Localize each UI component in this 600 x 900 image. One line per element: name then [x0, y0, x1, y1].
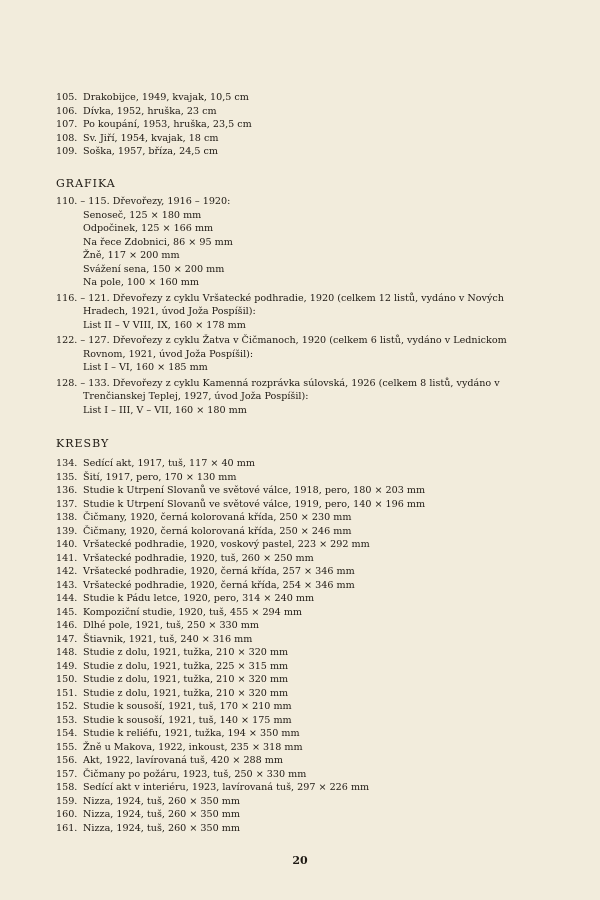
- list-item: [56, 754, 546, 768]
- list-item: [56, 633, 546, 647]
- list-item: [56, 687, 546, 701]
- item-number: 110. – 115.: [56, 196, 110, 207]
- item-number: 144.: [56, 593, 78, 604]
- item-number: 106.: [56, 105, 78, 117]
- item-text: Nizza, 1924, tuš, 260 × 350 mm: [83, 822, 240, 834]
- item-number: 128. – 133.: [56, 377, 110, 389]
- list-item: [56, 592, 546, 606]
- item-text: Dřevořezy z cyklu Vršatecké podhradie, 1920 (celkem 12 listů, vydáno v Nových Hradech, 1921, úvod Joža Pospíšil):: [83, 292, 504, 317]
- list-item: [56, 727, 546, 741]
- sub-item: Žně, 117 × 200 mm: [83, 250, 180, 261]
- list-item: [56, 118, 546, 132]
- item-text: Vršatecké podhradie, 1920, tuš, 260 × 250 mm: [83, 552, 314, 564]
- item-text: Studie z dolu, 1921, tužka, 225 × 315 mm: [83, 660, 289, 672]
- item-text: Studie k sousoší, 1921, tuš, 170 × 210 mm: [83, 701, 292, 712]
- item-text: Dřevořezy z cyklu Kamenná rozprávka súlovská, 1926 (celkem 8 listů, vydáno v Trenčianskej Teplej, 1927, úvod Joža Pospíšil):: [83, 377, 500, 402]
- item-text: Drakobijce, 1949, kvajak, 10,5 cm: [83, 92, 249, 103]
- list-item: [56, 552, 546, 566]
- item-text: Nizza, 1924, tuš, 260 × 350 mm: [83, 809, 240, 820]
- item-text: Šití, 1917, pero, 170 × 130 mm: [83, 471, 237, 483]
- list-item: [56, 538, 546, 552]
- kresby-list: [56, 457, 546, 835]
- list-item: [56, 334, 546, 361]
- list-item: [56, 91, 546, 105]
- item-number: 134.: [56, 458, 78, 469]
- item-number: 139.: [56, 525, 78, 537]
- item-text: Vršatecké podhradie, 1920, voskový pastel, 223 × 292 mm: [83, 539, 370, 550]
- item-number: 105.: [56, 92, 78, 103]
- item-text: Vršatecké podhradie, 1920, černá křída, 257 × 346 mm: [83, 566, 355, 577]
- sub-item: Na řece Zdobnici, 86 × 95 mm: [83, 236, 233, 248]
- item-text: Čičmany, 1920, černá kolorovaná křída, 250 × 230 mm: [83, 512, 352, 523]
- item-number: 109.: [56, 146, 78, 157]
- list-item: [56, 646, 546, 660]
- list-item: [56, 579, 546, 593]
- item-number: 138.: [56, 512, 78, 523]
- item-number: 141.: [56, 552, 78, 564]
- list-item: [56, 525, 546, 539]
- list-item: [56, 781, 546, 795]
- item-number: 136.: [56, 485, 78, 496]
- list-item: [56, 511, 546, 525]
- section-heading-grafika: GRAFIKA: [56, 177, 116, 190]
- item-text: Čičmany, 1920, černá kolorovaná křída, 250 × 246 mm: [83, 525, 352, 537]
- item-text: Čičmany po požáru, 1923, tuš, 250 × 330 mm: [83, 768, 307, 780]
- list-item: [56, 673, 546, 687]
- list-item: [56, 195, 546, 209]
- item-number: 137.: [56, 498, 78, 510]
- item-text: Dřevořezy z cyklu Žatva v Čičmanoch, 1920 (celkem 6 listů, vydáno v Lednickom Rovnom, 1921, úvod Joža Pospíšil):: [83, 335, 507, 360]
- list-item: [56, 822, 546, 836]
- sub-item: Senoseč, 125 × 180 mm: [83, 209, 202, 221]
- item-text: Dřevořezy, 1916 – 1920:: [112, 196, 231, 207]
- list-item: [56, 606, 546, 620]
- sub-item: List II – V VIII, IX, 160 × 178 mm: [83, 319, 246, 331]
- list-item: [56, 377, 546, 404]
- item-number: 147.: [56, 633, 78, 645]
- item-text: Studie k Utrpení Slovanů ve světové válce, 1919, pero, 140 × 196 mm: [83, 498, 426, 510]
- list-item: [56, 132, 546, 146]
- list-item: [56, 619, 546, 633]
- sub-item: Na pole, 100 × 160 mm: [83, 277, 199, 288]
- item-text: Kompoziční studie, 1920, tuš, 455 × 294 mm: [83, 606, 303, 618]
- item-number: 156.: [56, 755, 78, 766]
- item-text: Nizza, 1924, tuš, 260 × 350 mm: [83, 795, 240, 807]
- item-number: 116. – 121.: [56, 292, 110, 304]
- list-item: [56, 741, 546, 755]
- item-number: 150.: [56, 674, 78, 685]
- item-text: Studie z dolu, 1921, tužka, 210 × 320 mm: [83, 674, 289, 685]
- item-number: 148.: [56, 647, 78, 658]
- grafika-list: [56, 195, 546, 417]
- item-number: 157.: [56, 768, 78, 780]
- item-text: Studie k reliéfu, 1921, tužka, 194 × 350 mm: [83, 728, 300, 739]
- section-heading-kresby: KRESBY: [56, 437, 110, 450]
- item-number: 145.: [56, 606, 78, 618]
- item-number: 158.: [56, 782, 78, 793]
- sub-item: List I – III, V – VII, 160 × 180 mm: [83, 404, 247, 416]
- list-item: [56, 471, 546, 485]
- item-number: 151.: [56, 687, 78, 699]
- item-number: 140.: [56, 539, 78, 550]
- sub-item: Odpočinek, 125 × 166 mm: [83, 223, 214, 234]
- item-text: Studie k sousoší, 1921, tuš, 140 × 175 mm: [83, 714, 292, 726]
- item-number: 153.: [56, 714, 78, 726]
- item-number: 108.: [56, 132, 78, 144]
- page-number: 20: [292, 854, 308, 867]
- item-text: Studie z dolu, 1921, tužka, 210 × 320 mm: [83, 687, 289, 699]
- list-item: [56, 700, 546, 714]
- item-text: Soška, 1957, bříza, 24,5 cm: [83, 146, 218, 157]
- item-number: 107.: [56, 119, 78, 130]
- list-item: [56, 457, 546, 471]
- item-number: 160.: [56, 809, 78, 820]
- list-item: [56, 145, 546, 159]
- list-item: [56, 768, 546, 782]
- list-item: [56, 714, 546, 728]
- item-text: Sv. Jiří, 1954, kvajak, 18 cm: [83, 132, 219, 144]
- item-text: Sedící akt, 1917, tuš, 117 × 40 mm: [83, 458, 255, 469]
- item-number: 155.: [56, 741, 78, 753]
- item-text: Dlhé pole, 1921, tuš, 250 × 330 mm: [83, 620, 260, 631]
- list-item: [56, 660, 546, 674]
- item-text: Sedící akt v interiéru, 1923, lavírovaná tuš, 297 × 226 mm: [83, 782, 370, 793]
- item-text: Studie k Pádu letce, 1920, pero, 314 × 240 mm: [83, 593, 315, 604]
- item-number: 159.: [56, 795, 78, 807]
- item-number: 143.: [56, 579, 78, 591]
- item-text: Štiavnik, 1921, tuš, 240 × 316 mm: [83, 633, 253, 645]
- item-number: 154.: [56, 728, 78, 739]
- sub-item: List I – VI, 160 × 185 mm: [83, 362, 208, 373]
- list-item: [56, 484, 546, 498]
- item-number: 122. – 127.: [56, 335, 110, 346]
- list-item: [56, 795, 546, 809]
- item-text: Po koupání, 1953, hruška, 23,5 cm: [83, 119, 252, 130]
- item-text: Žně u Makova, 1922, inkoust, 235 × 318 mm: [83, 741, 303, 753]
- item-number: 135.: [56, 471, 78, 483]
- list-item: [56, 808, 546, 822]
- list-item: [56, 292, 546, 319]
- item-number: 161.: [56, 822, 78, 834]
- item-text: Dívka, 1952, hruška, 23 cm: [83, 105, 217, 117]
- item-number: 152.: [56, 701, 78, 712]
- item-text: Studie z dolu, 1921, tužka, 210 × 320 mm: [83, 647, 289, 658]
- item-text: Akt, 1922, lavírovaná tuš, 420 × 288 mm: [83, 755, 283, 766]
- sculpture-list: [56, 91, 546, 159]
- list-item: [56, 498, 546, 512]
- item-text: Vršatecké podhradie, 1920, černá křída, 254 × 346 mm: [83, 579, 355, 591]
- item-number: 149.: [56, 660, 78, 672]
- item-number: 146.: [56, 620, 78, 631]
- item-number: 142.: [56, 566, 78, 577]
- list-item: [56, 565, 546, 579]
- sub-item: Svážení sena, 150 × 200 mm: [83, 263, 225, 275]
- list-item: [56, 105, 546, 119]
- item-text: Studie k Utrpení Slovanů ve světové válce, 1918, pero, 180 × 203 mm: [83, 485, 426, 496]
